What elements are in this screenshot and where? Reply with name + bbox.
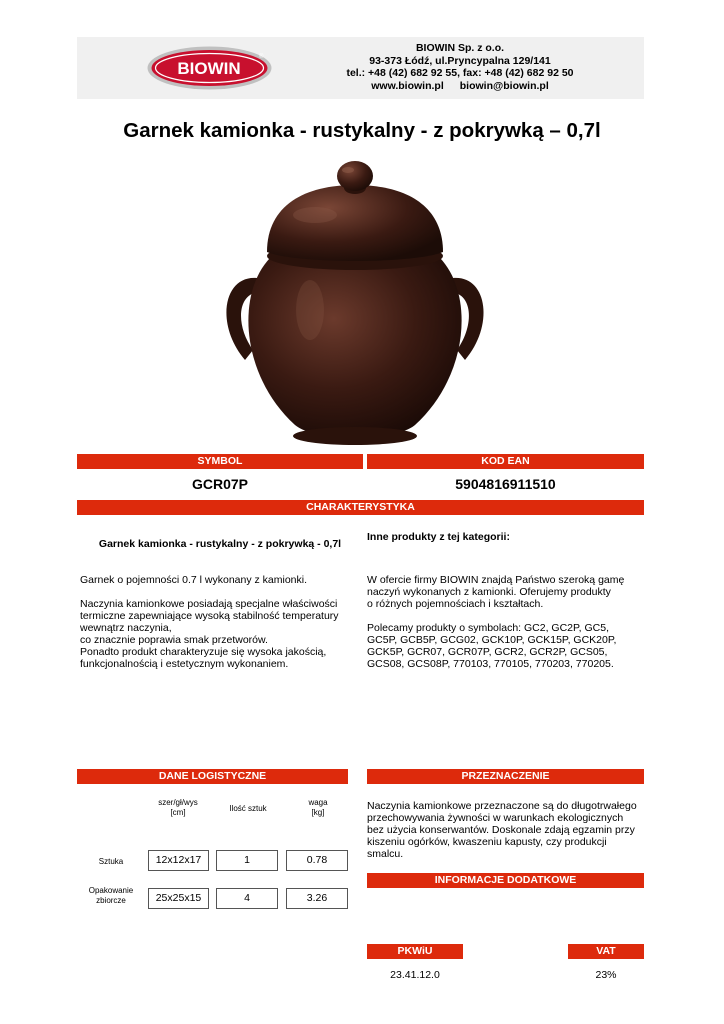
pkwiu-value: 23.41.12.0 [390,969,440,981]
row-label-bulk-package: Opakowanie zbiorcze [88,886,134,905]
row-label-unit: Sztuka [98,857,124,866]
logo-text: BIOWIN [177,59,241,78]
characteristics-header: CHARAKTERYSTYKA [77,500,644,515]
column-weight-header: waga [kg] [308,798,328,817]
related-line: GC5P, GCB5P, GCG02, GCK10P, GCK15P, GCK20P, [367,634,617,646]
purpose-line: bez użycia konserwantów. Doskonale zdają egzamin przy [367,824,635,836]
unit-dimensions: 12x12x17 [148,850,209,871]
product-symbol: GCR07P [191,476,249,492]
related-products-heading: Inne produkty z tej kategorii: [367,531,510,543]
related-line: naczyń wykonanych z kamionki. Oferujemy produkty [367,586,611,598]
description-line: termiczne zapewniające wysoką stabilność temperatury [80,610,339,622]
description-heading: Garnek kamionka - rustykalny - z pokrywką - 0,7l [98,538,342,550]
purpose-line: Naczynia kamionkowe przeznaczone są do długotrwałego [367,800,637,812]
related-line: o różnych pojemnościach i kształtach. [367,598,544,610]
stoneware-pot-image [215,160,495,450]
related-line: W ofercie firmy BIOWIN znajdą Państwo szeroką gamę [367,574,625,586]
column-dimensions-header: szer/gł/wys [cm] [158,798,198,817]
company-address: 93-373 Łódź, ul.Pryncypalna 129/141 [369,54,551,67]
purpose-header: PRZEZNACZENIE [367,769,644,784]
purpose-line: kiszeniu ogórków, kwaszeniu kapusty, czy produkcji [367,836,607,848]
unit-quantity: 1 [216,850,278,871]
product-ean: 5904816911510 [455,476,556,492]
purpose-line: smalcu. [367,848,404,860]
biowin-logo [146,45,273,91]
company-phone: tel.: +48 (42) 682 92 55, fax: +48 (42) 682 92 50 [346,67,574,79]
company-name: BIOWIN Sp. z o.o. [415,42,505,54]
vat-header: VAT [568,944,644,959]
bulk-dimensions: 25x25x15 [148,888,209,909]
column-quantity-header: Ilość sztuk [229,804,267,813]
page-title: Garnek kamionka - rustykalny - z pokrywką – 0,7l [123,119,601,142]
bulk-weight: 3.26 [286,888,348,909]
vat-value: 23% [595,969,617,981]
pkwiu-header: PKWiU [367,944,463,959]
description-line: funkcjonalnością i estetycznym wykonaniem. [80,658,289,670]
additional-info-header: INFORMACJE DODATKOWE [367,873,644,888]
logistics-header: DANE LOGISTYCZNE [77,769,348,784]
company-website[interactable]: www.biowin.pl [371,79,444,92]
symbol-header: SYMBOL [77,454,363,469]
bulk-quantity: 4 [216,888,278,909]
related-line: GCS08, GCS08P, 770103, 770105, 770203, 770205. [367,658,614,670]
description-line: wewnątrz naczynia, [80,622,172,634]
logo-registered-mark: ® [259,54,264,60]
company-email[interactable]: biowin@biowin.pl [459,79,549,92]
related-line: Polecamy produkty o symbolach: GC2, GC2P, GC5, [367,622,609,634]
related-line: GCK5P, GCR07, GCR07P, GCR2, GCR2P, GCS05, [367,646,608,658]
purpose-line: przechowywania żywności w warunkach ekologicznych [367,812,624,824]
unit-weight: 0.78 [286,850,348,871]
description-line: Naczynia kamionkowe posiadają specjalne właściwości [80,598,338,610]
company-info [330,42,590,92]
description-line: Garnek o pojemności 0.7 l wykonany z kamionki. [80,574,308,586]
ean-header: KOD EAN [367,454,644,469]
description-line: Ponadto produkt charakteryzuje się wysoka jakością, [80,646,327,658]
description-line: co znacznie poprawia smak przetworów. [80,634,268,646]
